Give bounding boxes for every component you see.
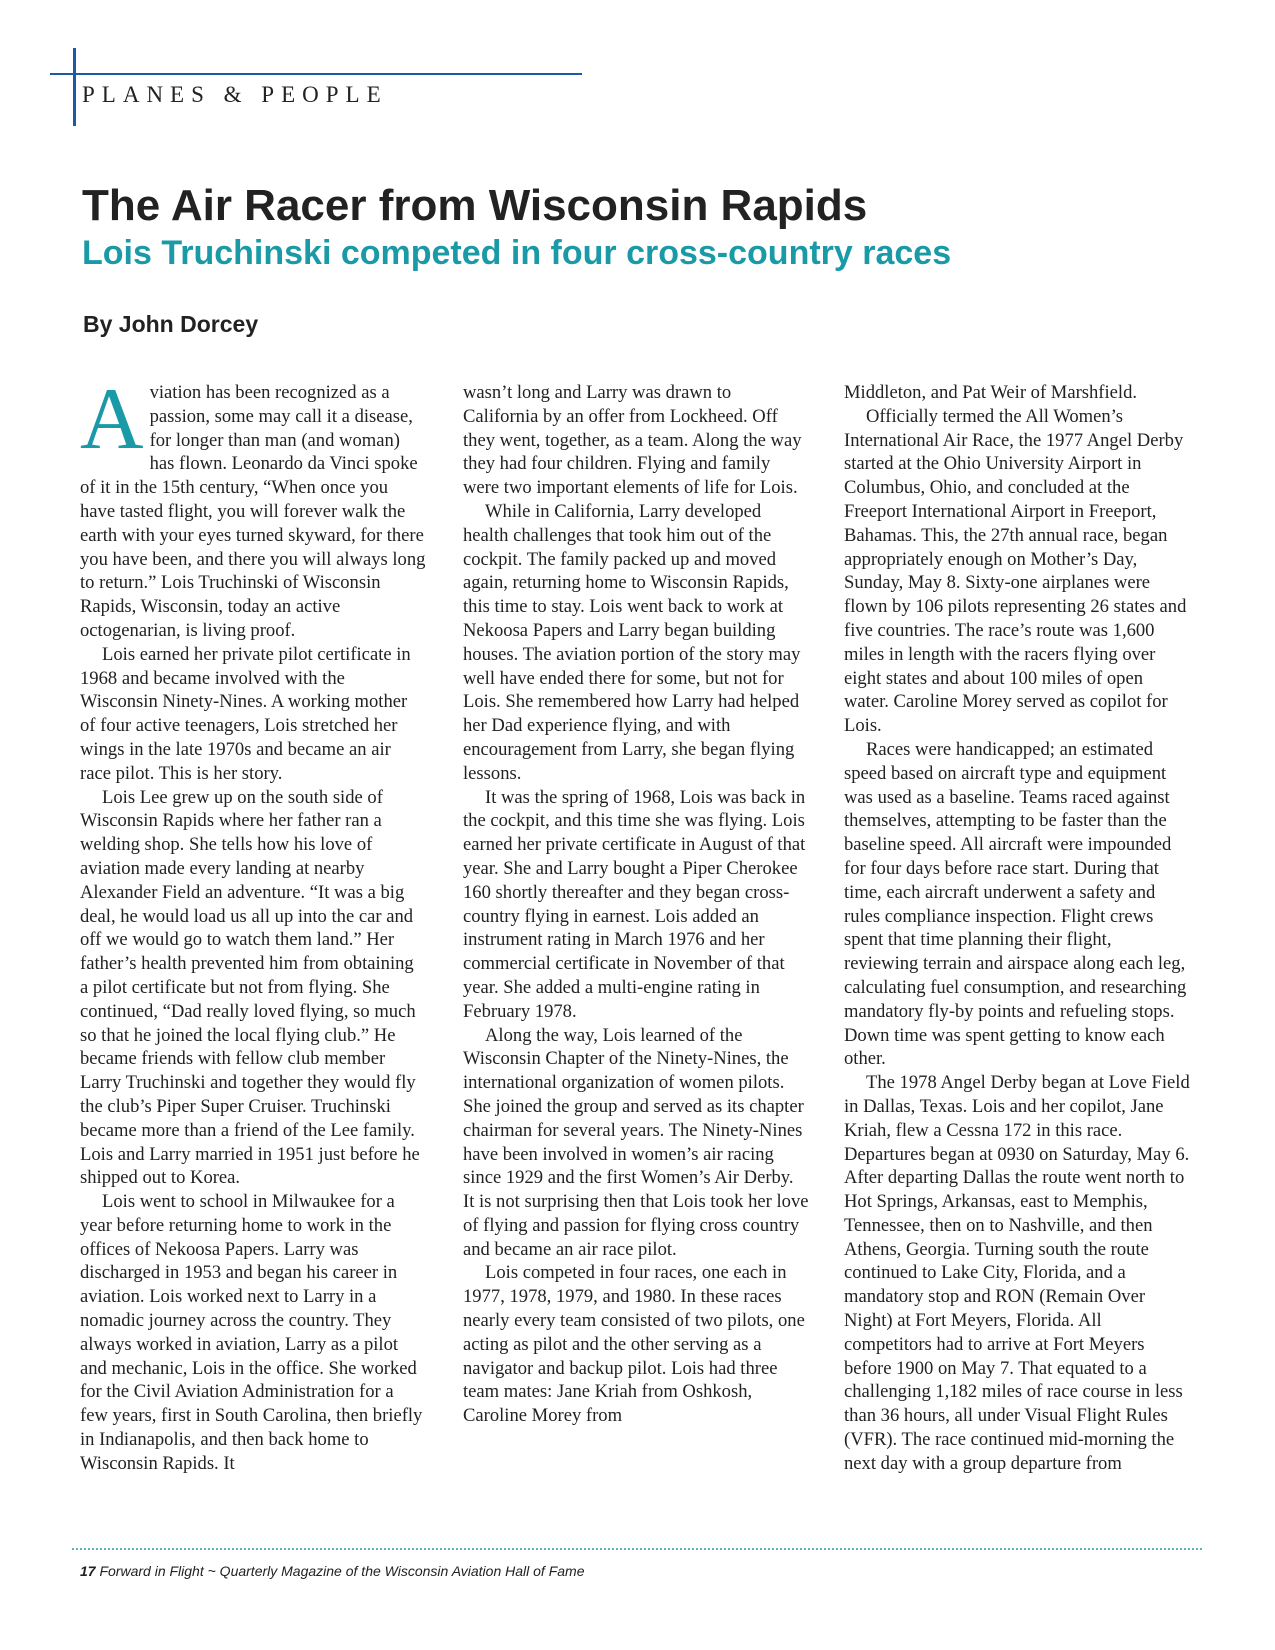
paragraph: Lois earned her private pilot certificate in 1968 and became involved with the Wisconsin Ninety-Nines. A working mother of four active teenagers, Lois stretched her wings in the late 1970s and became an air race pilot. This is her story. (80, 643, 411, 784)
column-1 (80, 371, 426, 1476)
header-horizontal-rule (50, 73, 582, 75)
paragraph (80, 371, 426, 643)
paragraph: Middleton, and Pat Weir of Marshfield. (844, 382, 1138, 403)
section-label: PLANES & PEOPLE (82, 82, 388, 107)
article-title: The Air Racer from Wisconsin Rapids (82, 181, 868, 230)
column-2 (463, 381, 809, 1428)
footer-divider (72, 1548, 1202, 1550)
paragraph: The 1978 Angel Derby began at Love Field in Dallas, Texas. Lois and her copilot, Jane Kriah, flew a Cessna 172 in this race. Departures began at 0930 on Saturday, May 6. After departing Dallas the route went north to Hot Springs, Arkansas, east to Memphis, Tennessee, then on to Nashville, and then Athens, Georgia. Turning south the route continued to Lake City, Florida, and a mandatory stop and RON (Remain Over Night) at Fort Meyers, Florida. All competitors had to arrive at Fort Meyers before 1900 on May 7. That equated to a challenging 1,182 miles of race course in less than 36 hours, all under Visual Flight Rules (VFR). The race continued mid-morning the next day with a group departure from (844, 1072, 1190, 1474)
paragraph: Officially termed the All Women’s International Air Race, the 1977 Angel Derby started at the Ohio University Airport in Columbus, Ohio, and concluded at the Freeport International Airport in Freeport, Bahamas. This, the 27th annual race, began appropriately enough on Mother’s Day, Sunday, May 8. Sixty-one airplanes were flown by 106 pilots representing 26 states and five countries. The race’s route was 1,600 miles in length with the racers flying over eight states and about 100 miles of open water. Caroline Morey served as copilot for Lois. (844, 405, 1187, 737)
paragraph: Along the way, Lois learned of the Wisconsin Chapter of the Ninety-Nines, the international organization of women pilots. She joined the group and served as its chapter chairman for several years. The Ninety-Nines have been involved in women’s air racing since 1929 and the first Women’s Air Derby. It is not surprising then that Lois took her love of flying and passion for flying cross country and became an air race pilot. (463, 1024, 809, 1260)
paragraph: Lois went to school in Milwaukee for a year before returning home to work in the offices of Nekoosa Papers. Larry was discharged in 1953 and began his career in aviation. Lois worked next to Larry in a nomadic journey across the country. They always worked in aviation, Larry as a pilot and mechanic, Lois in the office. She worked for the Civil Aviation Administration for a few years, first in South Carolina, then briefly in Indianapolis, and then back home to Wisconsin Rapids. It (80, 1191, 423, 1474)
footer (80, 1563, 585, 1579)
paragraph-text: viation has been recognized as a passion, some may call it a disease, for longer than man (and woman) has flown. Leonardo da Vinci spoke of it in the 15th century, “When once you have tasted flight, you will forever walk the earth with your eyes turned skyward, for there you have been, and there you will always long to return.” Lois Truchinski of Wisconsin Rapids, Wisconsin, today an active octogenarian, is living proof. (80, 382, 426, 641)
byline: By John Dorcey (83, 311, 259, 337)
header-vertical-rule (73, 48, 76, 126)
column-3 (844, 381, 1190, 1476)
paragraph: It was the spring of 1968, Lois was back in the cockpit, and this time she was flying. Lois earned her private certificate in August of that year. She and Larry bought a Piper Cherokee 160 shortly thereafter and they began cross-country flying in earnest. Lois added an instrument rating in March 1976 and her commercial certificate in November of that year. She added a multi-engine rating in February 1978. (463, 786, 806, 1022)
page-number: 17 (80, 1563, 96, 1579)
paragraph: Lois competed in four races, one each in 1977, 1978, 1979, and 1980. In these races nearly every team consisted of two pilots, one acting as pilot and the other serving as a navigator and backup pilot. Lois had three team mates: Jane Kriah from Oshkosh, Caroline Morey from (463, 1262, 805, 1427)
paragraph: While in California, Larry developed health challenges that took him out of the cockpit. The family packed up and moved again, returning home to Wisconsin Rapids, this time to stay. Lois went back to work at Nekoosa Papers and Larry began building houses. The aviation portion of the story may well have ended there for some, but not for Lois. She remembered how Larry had helped her Dad experience flying, and with encouragement from Larry, she began flying lessons. (463, 500, 801, 784)
paragraph: Races were handicapped; an estimated speed based on aircraft type and equipment was used as a baseline. Teams raced against themselves, attempting to be faster than the baseline speed. All aircraft were impounded for four days before race start. During that time, each aircraft underwent a safety and rules compliance inspection. Flight crews spent that time planning their flight, reviewing terrain and airspace along each leg, calculating fuel consumption, and researching mandatory fly-by points and refueling stops. Down time was spent getting to know each other. (844, 738, 1187, 1070)
paragraph: wasn’t long and Larry was drawn to California by an offer from Lockheed. Off they went, together, as a team. Along the way they had four children. Flying and family were two important elements of life for Lois. (463, 382, 802, 499)
article-subtitle: Lois Truchinski competed in four cross-country races (82, 234, 952, 272)
paragraph: Lois Lee grew up on the south side of Wisconsin Rapids where her father ran a welding shop. She tells how his love of aviation made every landing at nearby Alexander Field an adventure. “It was a big deal, he would load us all up into the car and off we would go to watch them land.” Her father’s health prevented him from obtaining a pilot certificate but not from flying. She continued, “Dad really loved flying, so much so that he joined the local flying club.” He became friends with fellow club member Larry Truchinski and together they would fly the club’s Piper Super Cruiser. Truchinski became more than a friend of the Lee family. Lois and Larry married in 1951 just before he shipped out to Korea. (80, 786, 420, 1189)
drop-cap: A (80, 371, 144, 468)
footer-text: Forward in Flight ~ Quarterly Magazine of the Wisconsin Aviation Hall of Fame (99, 1563, 585, 1579)
